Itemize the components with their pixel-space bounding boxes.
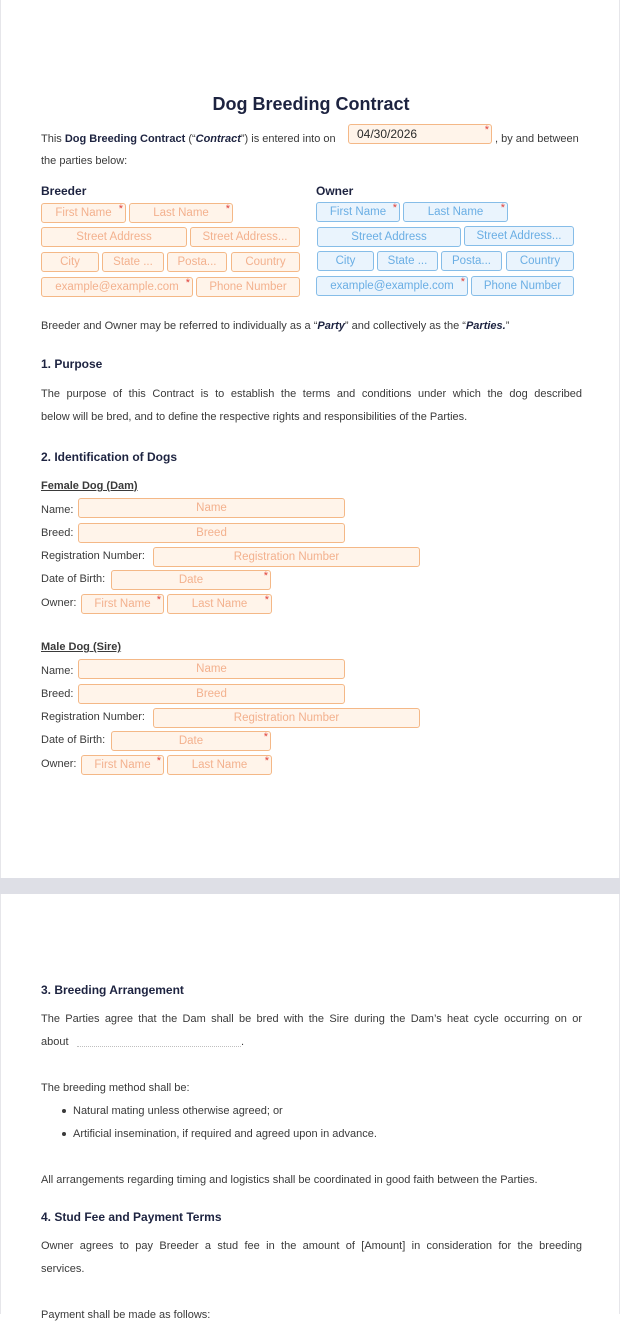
breeder-state-field[interactable]: [102, 252, 164, 272]
intro-line-2: the parties below:: [41, 155, 128, 167]
asterisk-icon: *: [185, 277, 190, 289]
breeder-last-name-field[interactable]: [129, 203, 233, 223]
owner-country-field[interactable]: [506, 251, 574, 271]
section-2-heading: 2. Identification of Dogs: [41, 450, 178, 464]
party-note-party: Party: [317, 320, 345, 332]
breeder-label: Breeder: [41, 184, 87, 198]
owner-last-name-field[interactable]: [403, 202, 508, 222]
sire-registration-label: Registration Number:: [41, 711, 145, 723]
intro-after-date: , by and between: [495, 133, 579, 145]
breeding-method-intro: The breeding method shall be:: [41, 1082, 190, 1094]
dam-owner-label: Owner:: [41, 597, 77, 609]
contract-date-value: 04/30/2026: [357, 127, 418, 141]
party-note-parties: Parties.: [465, 320, 506, 332]
breeder-street-address-field[interactable]: [41, 227, 187, 247]
placeholder: State ...: [387, 255, 428, 267]
placeholder: Phone Number: [209, 281, 287, 293]
placeholder: State ...: [113, 256, 153, 268]
intro-text: [41, 132, 336, 146]
section-1-line-1: The purpose of this Contract is to establish the terms and conditions under which the dog described: [41, 388, 582, 400]
placeholder: Last Name: [191, 759, 248, 771]
asterisk-icon: *: [500, 202, 505, 214]
placeholder: Posta...: [177, 256, 217, 268]
party-note-pre: Breeder and Owner may be referred to individually as a “: [41, 320, 318, 332]
placeholder: Country: [245, 256, 286, 268]
intro-contract-word: Contract: [195, 133, 241, 145]
placeholder: First Name: [94, 598, 151, 610]
breeder-street-address-2-field[interactable]: [190, 227, 300, 247]
placeholder: First Name: [329, 206, 387, 218]
placeholder: Registration Number: [233, 712, 340, 724]
intro-contract-name: Dog Breeding Contract: [64, 133, 186, 145]
breeder-city-field[interactable]: [41, 252, 99, 272]
placeholder: Date: [178, 735, 204, 747]
placeholder: Registration Number: [233, 551, 340, 563]
asterisk-icon: *: [264, 594, 269, 606]
dam-dob-field[interactable]: [111, 570, 271, 590]
placeholder: Posta...: [452, 255, 491, 267]
sire-owner-last-name-field[interactable]: [167, 755, 272, 775]
owner-city-field[interactable]: [317, 251, 374, 271]
male-dog-heading: Male Dog (Sire): [41, 641, 122, 653]
owner-email-field[interactable]: [316, 276, 468, 296]
placeholder: Name: [196, 502, 227, 514]
section-3-line-1: The Parties agree that the Dam shall be bred with the Sire during the Dam’s heat cycle occurring on or: [41, 1013, 582, 1025]
dam-owner-first-name-field[interactable]: [81, 594, 164, 614]
section-1-heading: 1. Purpose: [41, 357, 103, 371]
page-separator: [0, 878, 620, 894]
sire-dob-field[interactable]: [111, 731, 271, 751]
owner-street-address-2-field[interactable]: [464, 226, 574, 246]
party-note-mid: ” and collectively as the “: [344, 320, 466, 332]
bullet-dot: [62, 1109, 66, 1113]
asterisk-icon: *: [263, 570, 268, 582]
breeder-postal-field[interactable]: [167, 252, 227, 272]
dam-owner-last-name-field[interactable]: [167, 594, 272, 614]
placeholder: Date: [178, 574, 204, 586]
placeholder: Country: [519, 255, 561, 267]
asterisk-icon: *: [225, 203, 230, 215]
placeholder: First Name: [94, 759, 151, 771]
placeholder: Street Address: [76, 231, 152, 243]
party-definition-text: [41, 319, 509, 333]
intro-this: This: [41, 133, 62, 145]
asterisk-icon: *: [118, 203, 123, 215]
section-3-about-period: .: [241, 1036, 245, 1048]
document-title: Dog Breeding Contract: [212, 94, 410, 114]
section-1-line-2: below will be bred, and to define the respective rights and responsibilities of the Parties.: [41, 411, 468, 423]
placeholder: Last Name: [153, 207, 209, 219]
placeholder: example@example.com: [330, 280, 454, 292]
sire-registration-field[interactable]: [153, 708, 420, 728]
party-note-post: ”: [505, 320, 510, 332]
asterisk-icon: *: [460, 276, 465, 288]
dam-name-field[interactable]: [78, 498, 345, 518]
placeholder: Breed: [196, 688, 227, 700]
heat-cycle-date-blank[interactable]: [77, 1046, 241, 1047]
sire-owner-first-name-field[interactable]: [81, 755, 164, 775]
dam-breed-label: Breed:: [41, 527, 74, 539]
placeholder: Name: [196, 663, 227, 675]
owner-street-address-field[interactable]: [317, 227, 461, 247]
sire-name-label: Name:: [41, 665, 74, 677]
breeding-method-bullet-2: Artificial insemination, if required and agreed upon in advance.: [73, 1128, 377, 1140]
dam-registration-label: Registration Number:: [41, 550, 145, 562]
placeholder: City: [60, 256, 80, 268]
breeder-country-field[interactable]: [231, 252, 300, 272]
sire-owner-label: Owner:: [41, 758, 77, 770]
sire-breed-field[interactable]: [78, 684, 345, 704]
breeder-email-field[interactable]: [41, 277, 193, 297]
contract-date-field[interactable]: [348, 124, 492, 144]
placeholder: First Name: [55, 207, 112, 219]
contract-page-2: [0, 894, 620, 1321]
breeder-phone-field[interactable]: [196, 277, 300, 297]
dam-name-label: Name:: [41, 504, 74, 516]
section-3-heading: 3. Breeding Arrangement: [41, 983, 184, 997]
placeholder: Last Name: [191, 598, 248, 610]
dam-dob-label: Date of Birth:: [41, 573, 106, 585]
section-4-line-3: Payment shall be made as follows:: [41, 1309, 211, 1321]
owner-first-name-field[interactable]: [316, 202, 400, 222]
dam-registration-field[interactable]: [153, 547, 420, 567]
coordination-text: All arrangements regarding timing and logistics shall be coordinated in good faith between the Parties.: [41, 1174, 538, 1186]
placeholder: Last Name: [427, 206, 484, 218]
owner-postal-field[interactable]: [441, 251, 502, 271]
asterisk-icon: *: [392, 202, 397, 214]
sire-breed-label: Breed:: [41, 688, 74, 700]
section-4-line-2: services.: [41, 1263, 85, 1275]
owner-state-field[interactable]: [377, 251, 438, 271]
bullet-dot: [62, 1132, 66, 1136]
section-4-heading: 4. Stud Fee and Payment Terms: [41, 1210, 222, 1224]
placeholder: Street Address...: [202, 231, 288, 243]
placeholder: Street Address...: [476, 230, 562, 242]
sire-name-field[interactable]: [78, 659, 345, 679]
breeding-method-bullet-1: Natural mating unless otherwise agreed; or: [73, 1105, 283, 1117]
asterisk-icon: *: [264, 755, 269, 767]
asterisk-icon: *: [156, 755, 161, 767]
section-3-about-label: about: [41, 1036, 69, 1048]
placeholder: example@example.com: [55, 281, 179, 293]
placeholder: City: [335, 255, 356, 267]
female-dog-heading: Female Dog (Dam): [41, 480, 138, 492]
asterisk-icon: *: [156, 594, 161, 606]
dam-breed-field[interactable]: [78, 523, 345, 543]
owner-label: Owner: [316, 184, 354, 198]
asterisk-icon: *: [263, 731, 268, 743]
section-4-line-1: Owner agrees to pay Breeder a stud fee in the amount of [Amount] in consideration for the breeding: [41, 1240, 582, 1252]
sire-dob-label: Date of Birth:: [41, 734, 106, 746]
breeder-first-name-field[interactable]: [41, 203, 126, 223]
placeholder: Breed: [196, 527, 227, 539]
intro-open-quote: (“: [188, 133, 196, 145]
placeholder: Street Address: [351, 231, 427, 243]
owner-phone-field[interactable]: [471, 276, 574, 296]
asterisk-icon: *: [484, 124, 489, 136]
intro-close-quote: ”) is entered into on: [240, 133, 336, 145]
placeholder: Phone Number: [483, 280, 562, 292]
